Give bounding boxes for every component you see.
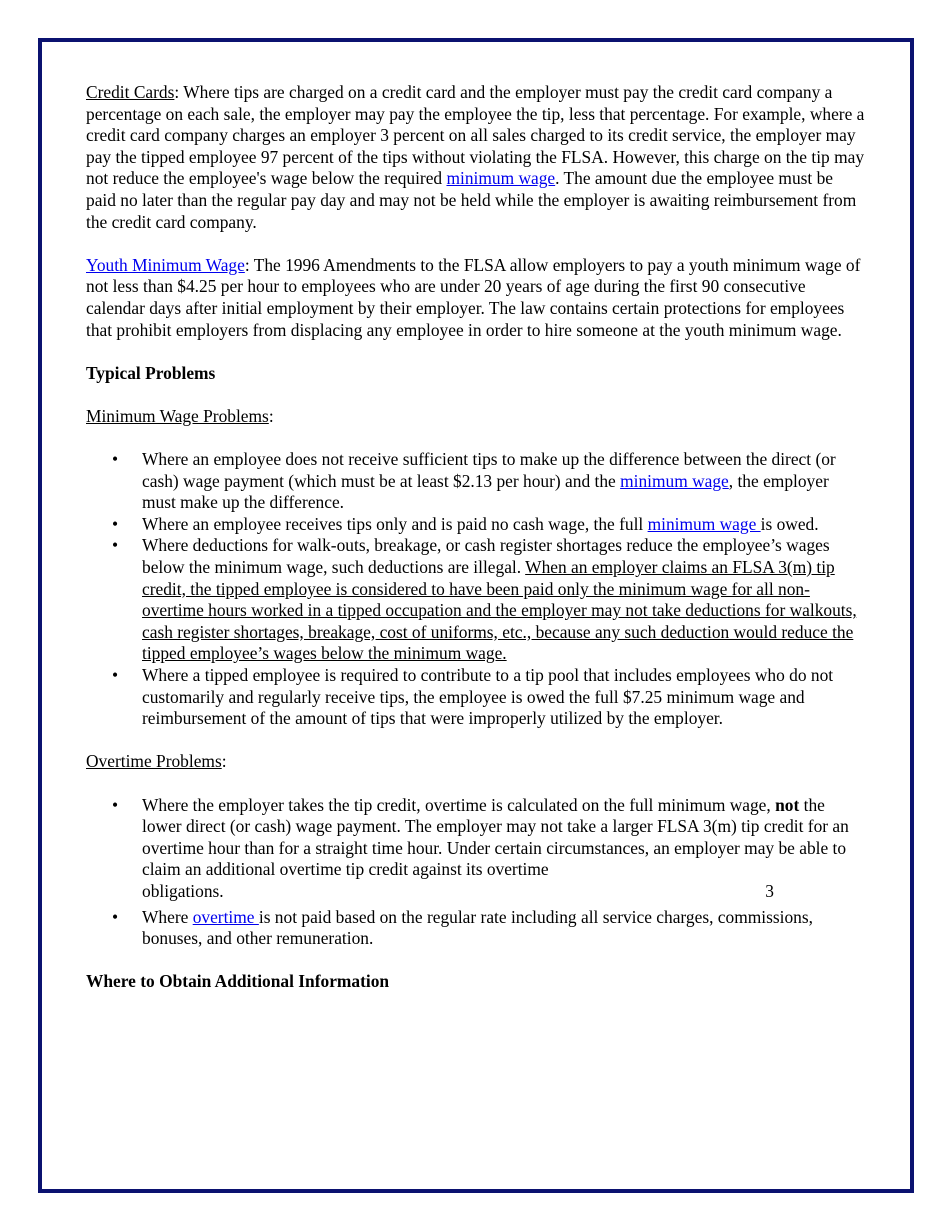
list-item: • Where deductions for walk-outs, breakage, or cash register shortages reduce the employee’s wages below the minimum wage, such deductions are illegal. When an employer claims an FLSA 3(m) tip credit, the tipped employee is considered to have been paid only the minimum wage for all non-overtime hours worked in a tipped occupation and the employer may not take deductions for walkouts, cash register shortages, breakage, cost of uniforms, etc., because any such deduction would reduce the tipped employee’s wages below the minimum wage.	[86, 535, 866, 665]
document-body	[86, 82, 866, 1015]
minimum-wage-problems-list	[86, 449, 866, 730]
minimum-wage-link[interactable]: minimum wage	[620, 470, 729, 491]
list-item: • Where the employer takes the tip credit, overtime is calculated on the full minimum wage, not the lower direct (or cash) wage payment. The employer may not take a larger FLSA 3(m) tip credit for an overtime hour than for a straight time hour. Under certain circumstances, an employer may be able to claim an additional overtime tip credit against its overtime obligations. 3	[86, 795, 866, 903]
overtime-problems-list	[86, 795, 866, 950]
minimum-wage-problems-label: Minimum Wage Problems:	[86, 405, 274, 426]
minimum-wage-link[interactable]: minimum wage	[446, 168, 556, 189]
youth-text: : The 1996 Amendments to the FLSA allow employers to pay a youth minimum wage of not less than $4.25 per hour to employees who are under 20 years of age during the first 90 consecutive calendar days after initial employment by their employer. The law contains certain protections for employees that prohibit employers from displacing any employee in order to hire someone at the youth minimum wage.	[86, 254, 861, 340]
credit-cards-text-b: . The amount due the employee must be paid no later than the regular pay day and may not be held while the employer is awaiting reimbursement from the credit card company.	[86, 168, 857, 232]
list-item: • Where an employee receives tips only and is paid no cash wage, the full minimum wage is owed.	[86, 514, 866, 536]
youth-minimum-wage-paragraph	[86, 255, 866, 341]
bold-not: not	[775, 794, 800, 815]
minimum-wage-link[interactable]: minimum wage	[647, 513, 761, 534]
page-number: 3	[765, 880, 774, 901]
list-item: • Where a tipped employee is required to contribute to a tip pool that includes employees who do not customarily and regularly receive tips, the employee is owed the full $7.25 minimum wage and reimbursement of the amount of tips that were improperly utilized by the employer.	[86, 665, 866, 730]
additional-information-heading: Where to Obtain Additional Information	[86, 971, 390, 992]
overtime-problems-label: Overtime Problems:	[86, 751, 227, 772]
list-item: • Where an employee does not receive sufficient tips to make up the difference between the direct (or cash) wage payment (which must be at least $2.13 per hour) and the minimum wage, the employer must make up the difference.	[86, 449, 866, 514]
youth-minimum-wage-link[interactable]: Youth Minimum Wage	[86, 254, 245, 275]
typical-problems-heading: Typical Problems	[86, 362, 216, 383]
tip-credit-underlined-text: When an employer claims an FLSA 3(m) tip credit, the tipped employee is considered to have been paid only the minimum wage for all non-overtime hours worked in a tipped occupation and the employer may not take deductions for walkouts, cash register shortages, breakage, cost of uniforms, etc., because any such deduction would reduce the tipped employee’s wages below the minimum wage.	[142, 557, 857, 664]
list-item: • Where overtime is not paid based on the regular rate including all service charges, commissions, bonuses, and other remuneration.	[86, 907, 866, 950]
credit-cards-label: Credit Cards	[86, 82, 175, 102]
credit-cards-text-a: : Where tips are charged on a credit card and the employer must pay the credit card company a percentage on each sale, the employer may pay the employee the tip, less that percentage. For example, where a credit card company charges an employer 3 percent on all sales charged to its credit service, the employer may pay the tipped employee 97 percent of the tips without violating the FLSA. However, this charge on the tip may not reduce the employee's wage below the required	[86, 82, 865, 189]
overtime-link[interactable]: overtime	[192, 906, 259, 927]
credit-cards-paragraph	[86, 82, 866, 233]
